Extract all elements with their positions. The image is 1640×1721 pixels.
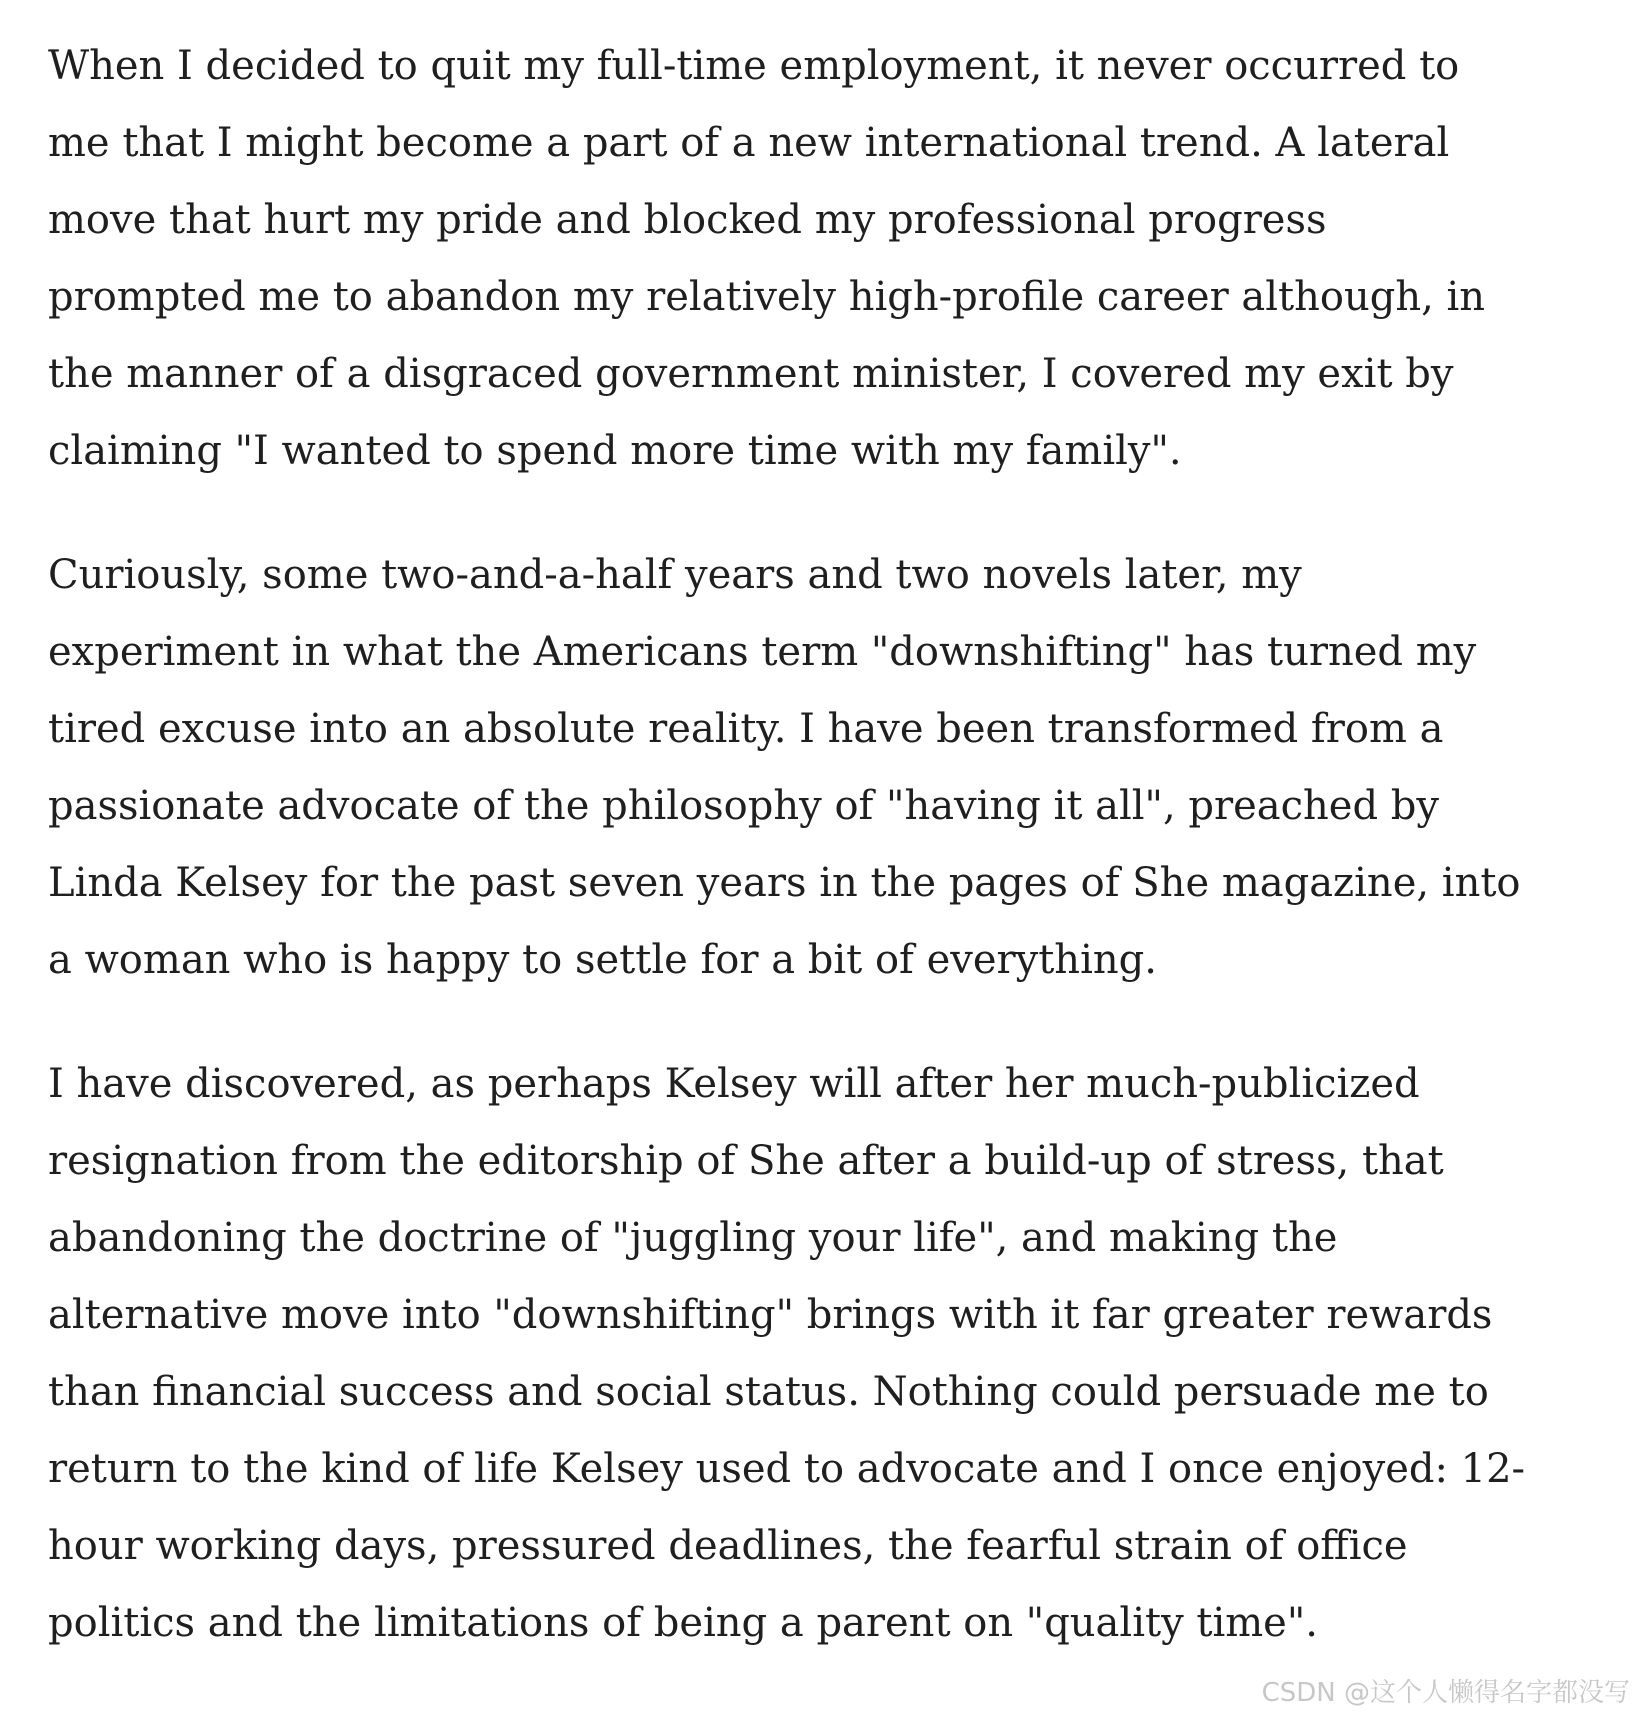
text-line: I have discovered, as perhaps Kelsey will after her much-publicized: [48, 1061, 1420, 1107]
text-line: move that hurt my pride and blocked my professional progress: [48, 197, 1327, 243]
text-line: When I decided to quit my full-time employment, it never occurred to: [48, 43, 1460, 89]
watermark: CSDN @这个人懒得名字都没写: [1261, 1678, 1630, 1708]
text-line: the manner of a disgraced government minister, I covered my exit by: [48, 351, 1454, 397]
text-line: return to the kind of life Kelsey used to advocate and I once enjoyed: 12-: [48, 1446, 1526, 1492]
text-line: hour working days, pressured deadlines, the fearful strain of office: [48, 1523, 1408, 1569]
text-line: tired excuse into an absolute reality. I have been transformed from a: [48, 706, 1444, 752]
text-line: politics and the limitations of being a parent on "quality time".: [48, 1600, 1318, 1646]
text-line: abandoning the doctrine of "juggling your life", and making the: [48, 1215, 1338, 1261]
text-line: prompted me to abandon my relatively high-profile career although, in: [48, 274, 1486, 320]
paragraph-1: [48, 28, 1608, 490]
text-line: alternative move into "downshifting" brings with it far greater rewards: [48, 1292, 1493, 1338]
text-line: a woman who is happy to settle for a bit of everything.: [48, 937, 1157, 983]
text-line: claiming "I wanted to spend more time with my family".: [48, 428, 1182, 474]
text-line: passionate advocate of the philosophy of "having it all", preached by: [48, 783, 1439, 829]
article-body: [48, 28, 1608, 1709]
text-line: me that I might become a part of a new international trend. A lateral: [48, 120, 1450, 166]
text-line: resignation from the editorship of She after a build-up of stress, that: [48, 1138, 1444, 1184]
paragraph-2: [48, 537, 1608, 999]
paragraph-3: [48, 1046, 1608, 1662]
text-line: Curiously, some two-and-a-half years and two novels later, my: [48, 552, 1302, 598]
text-line: than financial success and social status. Nothing could persuade me to: [48, 1369, 1489, 1415]
text-line: Linda Kelsey for the past seven years in the pages of She magazine, into: [48, 860, 1521, 906]
text-line: experiment in what the Americans term "downshifting" has turned my: [48, 629, 1477, 675]
